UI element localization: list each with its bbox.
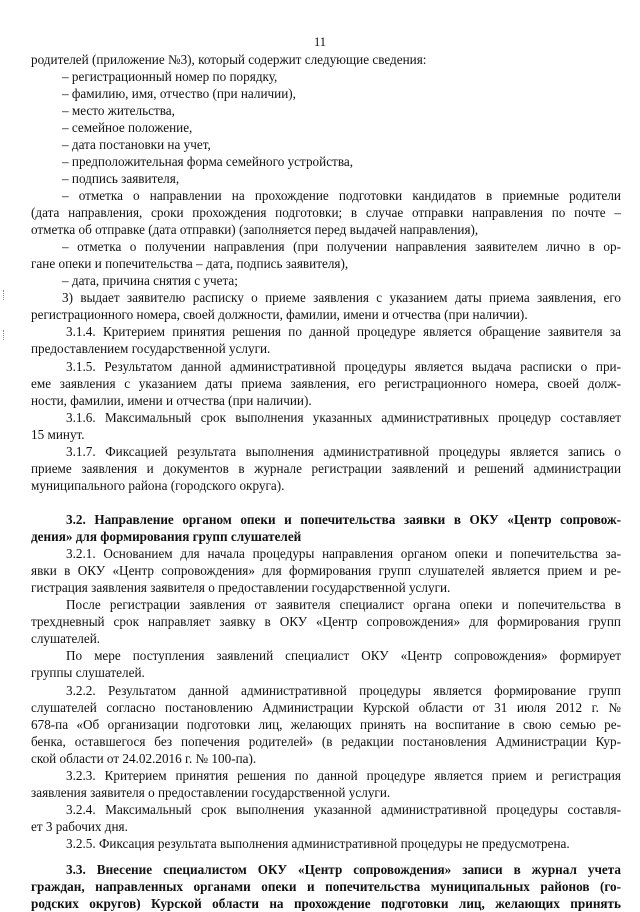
paragraph: После регистрации заявления от заявителя специалист органа опеки и попечительства в	[66, 597, 621, 612]
list-item: – дата, причина снятия с учета;	[62, 273, 238, 288]
section-heading-3-3-cont: родских округов) Курской области на прохождение подготовки лиц, желающих принять	[31, 896, 621, 911]
list-item: – фамилию, имя, отчество (при наличии),	[62, 86, 296, 101]
list-item: – отметка о получении направления (при получении направления заявителем лично в ор-	[62, 239, 621, 254]
text-line: бенка, оставшегося без попечения родителей» (в редакции постановления Администрации Кур-	[31, 734, 621, 749]
paragraph-3-1-7: 3.1.7. Фиксацией результата выполнения административной процедуры является запись о	[66, 444, 621, 459]
paragraph-3-2-3: 3.2.3. Критерием принятия решения по данной процедуре является прием и регистрация	[66, 768, 621, 783]
list-item: – предположительная форма семейного устройства,	[62, 154, 354, 169]
paragraph-3-1-4: 3.1.4. Критерием принятия решения по данной процедуре является обращение заявителя за	[66, 324, 621, 339]
margin-mark	[3, 330, 6, 340]
section-heading-3-3-cont: граждан, направленных органами опеки и попечительства муниципальных районов (го-	[31, 879, 621, 894]
section-heading-3-2-cont: дения» для формирования групп слушателей	[31, 529, 302, 544]
section-heading-3-2: 3.2. Направление органом опеки и попечительства заявки в ОКУ «Центр сопровож-	[66, 512, 621, 527]
text-line: приеме заявления и документов в журнале регистрации заявлений и решений администрации	[31, 461, 621, 476]
text-line: отметка об отправке (дата отправки) (заполняется перед выдачей направления),	[31, 222, 479, 237]
text-line: муниципального района (городского округа).	[31, 478, 285, 493]
paragraph-3-2-1: 3.2.1. Основанием для начала процедуры направления органом опеки и попечительства за-	[66, 546, 621, 561]
text-line: слушателей согласно постановлению Администрации Курской области от 31 июля 2012 г. №	[31, 700, 621, 715]
text-line: еме заявления с указанием даты приема заявления, его регистрационного номера, своей долж-	[31, 376, 621, 391]
text-line: предоставлением государственной услуги.	[31, 341, 271, 356]
list-item: – подпись заявителя,	[62, 171, 180, 186]
paragraph-3-1-5: 3.1.5. Результатом данной административной процедуры является выдача расписки о при-	[66, 359, 621, 374]
text-line: трехдневный срок направляет заявку в ОКУ «Центр сопровождения» для формирования групп	[31, 614, 621, 629]
paragraph-3-2-4: 3.2.4. Максимальный срок выполнения указанной административной процедуры составля-	[66, 802, 621, 817]
list-item: – место жительства,	[62, 103, 175, 118]
list-item: – дата постановки на учет,	[62, 137, 211, 152]
text-line: (дата направления, сроки прохождения подготовки; в случае отправки направления по почте –	[31, 205, 621, 220]
paragraph-3-2-2: 3.2.2. Результатом данной административной процедуры является формирование групп	[66, 683, 621, 698]
list-item: – отметка о направлении на прохождение подготовки кандидатов в приемные родители	[62, 188, 621, 203]
section-heading-3-3: 3.3. Внесение специалистом ОКУ «Центр сопровождения» записи в журнал учета	[66, 862, 621, 877]
text-line: слушателей.	[31, 631, 101, 646]
margin-mark	[3, 290, 6, 300]
list-item: – семейное положение,	[62, 120, 193, 135]
text-line: гане опеки и попечительства – дата, подпись заявителя),	[31, 256, 349, 271]
paragraph-3-1-6: 3.1.6. Максимальный срок выполнения указанных административных процедур составляет	[66, 410, 621, 425]
text-line: 3) выдает заявителю расписку о приеме заявления с указанием даты приема заявления, его	[62, 290, 621, 305]
paragraph: По мере поступления заявлений специалист ОКУ «Центр сопровождения» формирует	[66, 648, 621, 663]
text-line: 678-па «Об организации подготовки лиц, желающих принять на воспитание в свою семью ре-	[31, 717, 621, 732]
text-line: регистрационного номера, своей должности, фамилии, имени и отчества (при наличии).	[31, 307, 528, 322]
text-line: ет 3 рабочих дня.	[31, 819, 128, 834]
paragraph-3-2-5: 3.2.5. Фиксация результата выполнения административной процедуры не предусмотрена.	[66, 836, 570, 851]
text-line: ской области от 24.02.2016 г. № 100-па).	[31, 751, 257, 766]
text-line: заявления заявителя о предоставлении государственной услуги.	[31, 785, 391, 800]
text-line: гистрация заявления заявителя о предоставлении государственной услуги.	[31, 580, 451, 595]
page-number: 11	[313, 35, 327, 49]
text-line: ности, фамилии, имени и отчества (при наличии).	[31, 393, 312, 408]
text-line: 15 минут.	[31, 427, 85, 442]
text-line: родителей (приложение №3), который содержит следующие сведения:	[31, 52, 427, 67]
text-line: группы слушателей.	[31, 665, 145, 680]
text-line: явки в ОКУ «Центр сопровождения» для формирования групп слушателей является прием и ре-	[31, 563, 621, 578]
list-item: – регистрационный номер по порядку,	[62, 69, 278, 84]
